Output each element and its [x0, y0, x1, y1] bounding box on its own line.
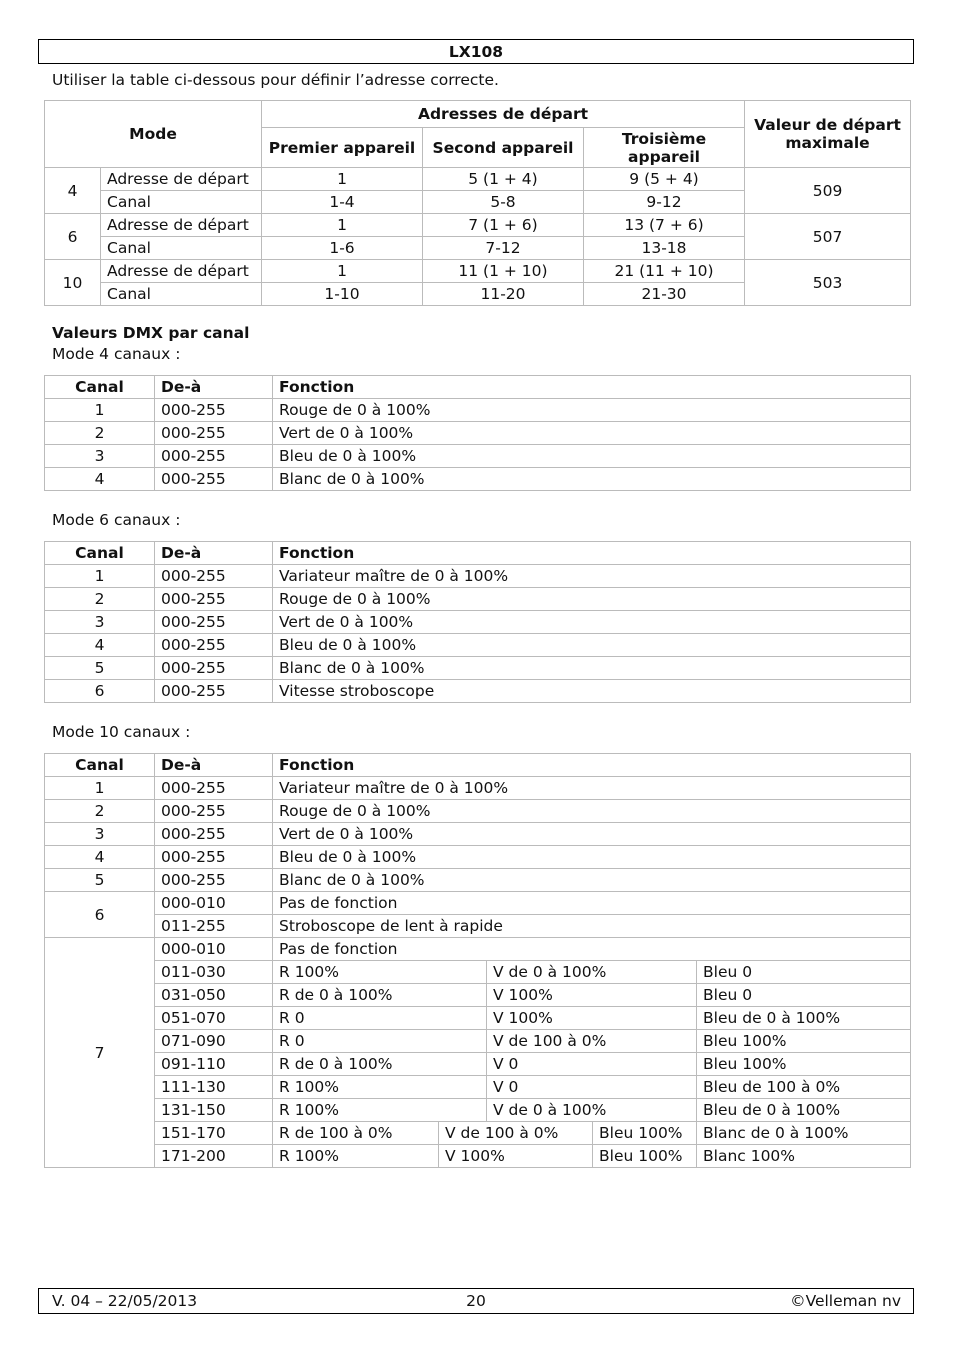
- table-row: [45, 422, 911, 445]
- dmx-range: 051-070: [155, 1007, 273, 1030]
- table-row: [45, 588, 911, 611]
- second-device-value: 7 (1 + 6): [423, 214, 584, 237]
- page-number: 20: [466, 1292, 486, 1310]
- mode6-table: [44, 541, 911, 703]
- table-row: [45, 777, 911, 800]
- table-row: [45, 938, 911, 961]
- mode-value: 10: [45, 260, 101, 306]
- table-row: [45, 1099, 911, 1122]
- first-device-value: 1-6: [262, 237, 423, 260]
- dmx-range: 000-255: [155, 680, 273, 703]
- table-row: [45, 680, 911, 703]
- function-text: Vert de 0 à 100%: [273, 422, 911, 445]
- row-label: Canal: [101, 237, 262, 260]
- function-text: Bleu de 0 à 100%: [273, 634, 911, 657]
- function-text: Blanc de 0 à 100%: [273, 468, 911, 491]
- channel-number: 4: [45, 846, 155, 869]
- dmx-range: 000-255: [155, 657, 273, 680]
- max-start-header: Valeur de départ maximale: [745, 101, 911, 168]
- max-start-value: 503: [745, 260, 911, 306]
- table-row: [45, 468, 911, 491]
- table-row: [45, 892, 911, 915]
- dmx-range: 000-255: [155, 445, 273, 468]
- table-row: [45, 1007, 911, 1030]
- max-start-value: 507: [745, 214, 911, 260]
- range-header: De-à: [155, 754, 273, 777]
- intro-text: Utiliser la table ci-dessous pour définir l’adresse correcte.: [52, 71, 499, 89]
- table-row: [45, 1030, 911, 1053]
- function-text: Rouge de 0 à 100%: [273, 588, 911, 611]
- blue-value: Bleu 100%: [697, 1030, 911, 1053]
- function-text: Pas de fonction: [273, 938, 911, 961]
- green-value: V de 100 à 0%: [487, 1030, 697, 1053]
- function-text: Blanc de 0 à 100%: [273, 657, 911, 680]
- green-value: V 100%: [487, 1007, 697, 1030]
- mode4-label: Mode 4 canaux :: [52, 345, 181, 363]
- function-text: Pas de fonction: [273, 892, 911, 915]
- blue-value: Bleu 100%: [697, 1053, 911, 1076]
- dmx-range: 000-255: [155, 422, 273, 445]
- address-row-start: [45, 260, 911, 283]
- copyright: ©Velleman nv: [790, 1292, 901, 1310]
- third-device-value: 9 (5 + 4): [584, 168, 745, 191]
- table-row: [45, 961, 911, 984]
- row-label: Adresse de départ: [101, 168, 262, 191]
- table-row: [45, 611, 911, 634]
- function-header: Fonction: [273, 754, 911, 777]
- white-value: Blanc de 0 à 100%: [697, 1122, 911, 1145]
- address-rows: [45, 168, 911, 306]
- white-value: Blanc 100%: [697, 1145, 911, 1168]
- address-row-start: [45, 168, 911, 191]
- dmx-range: 011-255: [155, 915, 273, 938]
- canal-header: Canal: [45, 376, 155, 399]
- table-row: [45, 657, 911, 680]
- dmx-range: 151-170: [155, 1122, 273, 1145]
- mode10-label: Mode 10 canaux :: [52, 723, 191, 741]
- channel-number: 3: [45, 445, 155, 468]
- table-row: [45, 846, 911, 869]
- range-header: De-à: [155, 542, 273, 565]
- blue-value: Bleu 0: [697, 984, 911, 1007]
- dmx-range: 000-255: [155, 634, 273, 657]
- function-header: Fonction: [273, 542, 911, 565]
- red-value: R 0: [273, 1030, 487, 1053]
- dmx-range: 011-030: [155, 961, 273, 984]
- channel-number: 2: [45, 588, 155, 611]
- red-value: R de 100 à 0%: [273, 1122, 439, 1145]
- channel-number: 1: [45, 565, 155, 588]
- mode-value: 6: [45, 214, 101, 260]
- second-device-value: 11 (1 + 10): [423, 260, 584, 283]
- table-row: [45, 445, 911, 468]
- blue-value: Bleu 100%: [593, 1122, 697, 1145]
- third-device-header: Troisième appareil: [584, 128, 745, 168]
- dmx-range: 000-255: [155, 846, 273, 869]
- start-addresses-header: Adresses de départ: [262, 101, 745, 128]
- table-row: [45, 1122, 911, 1145]
- dmx-range: 000-255: [155, 777, 273, 800]
- table-row: [45, 1145, 911, 1168]
- green-value: V 100%: [487, 984, 697, 1007]
- red-value: R 0: [273, 1007, 487, 1030]
- mode4-table: [44, 375, 911, 491]
- function-text: Bleu de 0 à 100%: [273, 445, 911, 468]
- dmx-range: 000-010: [155, 892, 273, 915]
- address-row-start: [45, 214, 911, 237]
- table-row: [45, 823, 911, 846]
- green-value: V 100%: [439, 1145, 593, 1168]
- dmx-range: 131-150: [155, 1099, 273, 1122]
- mode-header: Mode: [45, 101, 262, 168]
- document-header: [38, 39, 914, 64]
- dmx-range: 111-130: [155, 1076, 273, 1099]
- table-row: [45, 399, 911, 422]
- table-row: [45, 800, 911, 823]
- function-text: Stroboscope de lent à rapide: [273, 915, 911, 938]
- third-device-value: 13-18: [584, 237, 745, 260]
- mode-value: 4: [45, 168, 101, 214]
- dmx-range: 171-200: [155, 1145, 273, 1168]
- dmx-range: 000-255: [155, 800, 273, 823]
- channel-number: 7: [45, 938, 155, 1168]
- first-device-value: 1: [262, 214, 423, 237]
- dmx-section-title: Valeurs DMX par canal: [52, 324, 250, 342]
- dmx-range: 000-010: [155, 938, 273, 961]
- dmx-range: 071-090: [155, 1030, 273, 1053]
- second-device-header: Second appareil: [423, 128, 584, 168]
- blue-value: Bleu de 0 à 100%: [697, 1099, 911, 1122]
- channel-number: 1: [45, 399, 155, 422]
- dmx-range: 000-255: [155, 468, 273, 491]
- table-row: [45, 565, 911, 588]
- green-value: V de 100 à 0%: [439, 1122, 593, 1145]
- blue-value: Bleu 0: [697, 961, 911, 984]
- dmx-range: 091-110: [155, 1053, 273, 1076]
- first-device-value: 1-4: [262, 191, 423, 214]
- third-device-value: 21-30: [584, 283, 745, 306]
- red-value: R de 0 à 100%: [273, 1053, 487, 1076]
- green-value: V de 0 à 100%: [487, 1099, 697, 1122]
- dmx-range: 000-255: [155, 588, 273, 611]
- channel-number: 2: [45, 800, 155, 823]
- red-value: R de 0 à 100%: [273, 984, 487, 1007]
- function-header: Fonction: [273, 376, 911, 399]
- mode6-label: Mode 6 canaux :: [52, 511, 181, 529]
- document-footer: [38, 1288, 914, 1314]
- row-label: Adresse de départ: [101, 214, 262, 237]
- function-text: Blanc de 0 à 100%: [273, 869, 911, 892]
- row-label: Adresse de départ: [101, 260, 262, 283]
- first-device-header: Premier appareil: [262, 128, 423, 168]
- red-value: R 100%: [273, 1076, 487, 1099]
- canal-header: Canal: [45, 754, 155, 777]
- second-device-value: 5-8: [423, 191, 584, 214]
- function-text: Variateur maître de 0 à 100%: [273, 565, 911, 588]
- dmx-range: 000-255: [155, 611, 273, 634]
- function-text: Vert de 0 à 100%: [273, 611, 911, 634]
- range-header: De-à: [155, 376, 273, 399]
- green-value: V de 0 à 100%: [487, 961, 697, 984]
- red-value: R 100%: [273, 961, 487, 984]
- canal-header: Canal: [45, 542, 155, 565]
- red-value: R 100%: [273, 1099, 487, 1122]
- model-title: LX108: [448, 43, 504, 61]
- table-row: [45, 869, 911, 892]
- first-device-value: 1: [262, 168, 423, 191]
- version-date: V. 04 – 22/05/2013: [52, 1292, 198, 1310]
- third-device-value: 9-12: [584, 191, 745, 214]
- channel-number: 1: [45, 777, 155, 800]
- channel-number: 6: [45, 892, 155, 938]
- channel-number: 3: [45, 611, 155, 634]
- function-text: Variateur maître de 0 à 100%: [273, 777, 911, 800]
- channel-number: 3: [45, 823, 155, 846]
- dmx-range: 000-255: [155, 869, 273, 892]
- channel-number: 4: [45, 634, 155, 657]
- green-value: V 0: [487, 1076, 697, 1099]
- table-row: [45, 984, 911, 1007]
- red-value: R 100%: [273, 1145, 439, 1168]
- channel-number: 2: [45, 422, 155, 445]
- channel-number: 5: [45, 869, 155, 892]
- dmx-range: 000-255: [155, 823, 273, 846]
- third-device-value: 13 (7 + 6): [584, 214, 745, 237]
- dmx-range: 000-255: [155, 565, 273, 588]
- row-label: Canal: [101, 191, 262, 214]
- function-text: Rouge de 0 à 100%: [273, 800, 911, 823]
- table-row: [45, 1053, 911, 1076]
- max-start-value: 509: [745, 168, 911, 214]
- mode10-table: [44, 753, 911, 1168]
- function-text: Vert de 0 à 100%: [273, 823, 911, 846]
- function-text: Vitesse stroboscope: [273, 680, 911, 703]
- dmx-range: 031-050: [155, 984, 273, 1007]
- start-address-table: [44, 100, 911, 306]
- channel-number: 4: [45, 468, 155, 491]
- table-row: [45, 915, 911, 938]
- function-text: Rouge de 0 à 100%: [273, 399, 911, 422]
- channel-number: 6: [45, 680, 155, 703]
- channel-number: 5: [45, 657, 155, 680]
- blue-value: Bleu de 0 à 100%: [697, 1007, 911, 1030]
- function-text: Bleu de 0 à 100%: [273, 846, 911, 869]
- first-device-value: 1: [262, 260, 423, 283]
- blue-value: Bleu 100%: [593, 1145, 697, 1168]
- blue-value: Bleu de 100 à 0%: [697, 1076, 911, 1099]
- second-device-value: 5 (1 + 4): [423, 168, 584, 191]
- green-value: V 0: [487, 1053, 697, 1076]
- second-device-value: 7-12: [423, 237, 584, 260]
- third-device-value: 21 (11 + 10): [584, 260, 745, 283]
- table-row: [45, 1076, 911, 1099]
- dmx-range: 000-255: [155, 399, 273, 422]
- table-row: [45, 634, 911, 657]
- second-device-value: 11-20: [423, 283, 584, 306]
- row-label: Canal: [101, 283, 262, 306]
- first-device-value: 1-10: [262, 283, 423, 306]
